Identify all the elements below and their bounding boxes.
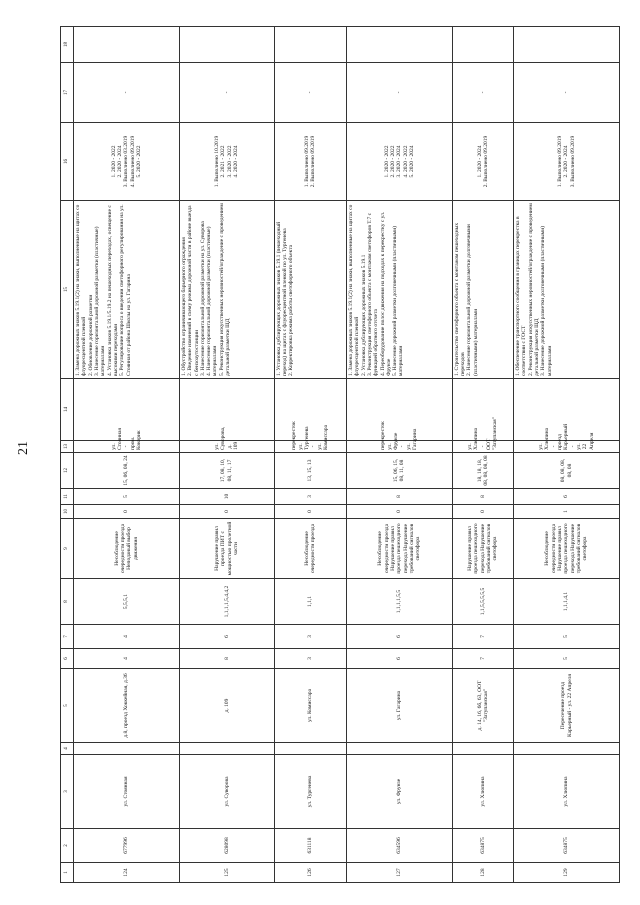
table-row: [452, 27, 513, 883]
table-cell: 5: [514, 649, 620, 669]
table-cell: [74, 27, 180, 63]
table-cell: [452, 379, 513, 441]
column-header: 4: [61, 743, 74, 755]
table-cell: ул. Стоянная - пром. Кокорик: [74, 441, 180, 453]
table-cell: 1: [514, 505, 620, 519]
table-cell: 1. Замена дорожных знаков 5.19.1(2) на знаки, выполненные на щитах со флуоресцентной пленкой 2. Обновление дорожной разметки 3. Нанесение горизонтальной дорожной разметки (пластичные) материалами 4. Установка знаков 5.19.1/5.19.2 на пешеходных переходах, освещение с высокими переходами 5. Регулирование вопроса о введении светофорного регулирования на ул. Стоянная от района Школы на ул. Гагарина: [74, 201, 180, 379]
table-cell: 6: [346, 625, 452, 649]
table-cell: 1. Замена дорожных знаков 5.19.1(2) на знаки, выполненные на щитах со флуоресцентной пленкой 2. Установка дублирующих дорожных знаков 5.19.1 3. Реконструкция светофорного объекта с монтажом светофоров Т.7 с функцией обратного отсчета 4. Переоборудование полос движения на подходах к перекрестку с ул. Фрунзе 5. Нанесение дорожной разметки долговечными (пластичными) материалами: [346, 201, 452, 379]
table-cell: -: [514, 63, 620, 123]
table-cell: д. 14, 16, 6б, 63, ООТ "Затупанская": [452, 669, 513, 743]
table-cell: 3: [274, 625, 346, 649]
table-cell: -: [274, 63, 346, 123]
header-row: [61, 27, 74, 883]
table-row: [74, 27, 180, 883]
column-header: 7: [61, 625, 74, 649]
table-cell: перекресток ул. Тургенева - ул. Комиссара: [274, 441, 346, 453]
table-cell: 17, 08, 10, 08, 11, 17: [179, 453, 274, 489]
table-cell: 13, 15, 13: [274, 453, 346, 489]
table-cell: Нарушение правил проезда ПИТ с мощностью пролетной части: [179, 519, 274, 579]
table-cell: [274, 27, 346, 63]
table-cell: 0: [74, 505, 180, 519]
table-cell: 15, 06, 15, 08, 11, 08: [346, 453, 452, 489]
table-cell: 5: [74, 489, 180, 505]
table-cell: д.8, проезд Хоккейная, д.36: [74, 669, 180, 743]
column-header: 16: [61, 123, 74, 201]
table-cell: ул. Суворова: [179, 755, 274, 829]
column-header: 12: [61, 453, 74, 489]
table-row: [179, 27, 274, 883]
rotated-page: [40, 0, 640, 905]
table-cell: -: [452, 63, 513, 123]
table-cell: 6: [346, 649, 452, 669]
table-cell: Нарушение правил проезда пешеходного перехода Нарушение требований сигналов светофора: [452, 519, 513, 579]
table-cell: 129: [514, 863, 620, 883]
table-cell: 127: [346, 863, 452, 883]
table-cell: Несоблюдение очередности проезда Нарушение правил проезда пешеходного перехода Нарушение требований сигналов светофора: [514, 519, 620, 579]
table-cell: 1. Выполнено 10.2019 2. 2021 - 2022 3. 2020 - 2022 4. 2020 - 2024: [179, 123, 274, 201]
column-header: 11: [61, 489, 74, 505]
column-header: 6: [61, 649, 74, 669]
table-cell: [74, 743, 180, 755]
table-cell: ул. Гагарина: [346, 669, 452, 743]
table-cell: 128: [452, 863, 513, 883]
table-cell: [74, 379, 180, 441]
table-cell: Несоблюдение очередности проезда Неподаный выбор движения: [74, 519, 180, 579]
table-cell: -: [346, 63, 452, 123]
table-cell: 628098: [179, 829, 274, 863]
table-cell: [346, 379, 452, 441]
table-cell: -: [179, 63, 274, 123]
table-cell: 0: [179, 505, 274, 519]
table-cell: 3: [274, 649, 346, 669]
table-cell: ул. Хлюпина - ООТ "Затупанская": [452, 441, 513, 453]
table-cell: 126: [274, 863, 346, 883]
table-cell: [274, 743, 346, 755]
table-cell: 7: [452, 649, 513, 669]
table-cell: 1. 2020 - 2022 2. 2020 - 2024 3. Выполнено 03.2019 4. Выполнено 09.2019 5. 2020 - 2022: [74, 123, 180, 201]
table-cell: Несоблюдение очередности проезда: [274, 519, 346, 579]
table-cell: 0: [452, 505, 513, 519]
table-cell: 5: [514, 625, 620, 649]
table-cell: 8: [452, 489, 513, 505]
table-cell: 3: [274, 489, 346, 505]
table-cell: [452, 27, 513, 63]
table-cell: 1,1,5,5,5,5,5: [452, 579, 513, 625]
table-cell: [452, 743, 513, 755]
column-header: 2: [61, 829, 74, 863]
table-cell: 6: [179, 625, 274, 649]
table-cell: 4: [74, 625, 180, 649]
column-header: 10: [61, 505, 74, 519]
table-cell: ул. Хлюпина: [514, 755, 620, 829]
table-cell: 634875: [452, 829, 513, 863]
table-cell: 7: [452, 625, 513, 649]
column-header: 17: [61, 63, 74, 123]
table-cell: ул. Комиссара: [274, 669, 346, 743]
table-cell: ул. Суворова, д. 109: [179, 441, 274, 453]
table-cell: ул. Фрунзе: [346, 755, 452, 829]
table-cell: 634875: [514, 829, 620, 863]
data-table: [60, 26, 620, 883]
table-cell: [346, 743, 452, 755]
table-cell: 1. Выполнено 09.2019 2. 2020 - 2024 3. Выполнено 09.2019: [514, 123, 620, 201]
table-cell: Несоблюдение очередности проезда Нарушение правил проезда пешеходного перехода Нарушение требований сигналов светофора: [346, 519, 452, 579]
table-cell: [179, 743, 274, 755]
table-cell: ул. Хлюпина: [452, 755, 513, 829]
table-cell: 1. Строительство светофорного объекта с монтажом пешеходных переходов 2. Нанесение горизонтальной дорожной разметки долговечными (пластичными) материалами: [452, 201, 513, 379]
table-cell: 1,1,1: [274, 579, 346, 625]
table-cell: -: [74, 63, 180, 123]
table-cell: 1. Выполнено 09.2019 2. Выполнено 09.2019: [274, 123, 346, 201]
table-cell: [274, 379, 346, 441]
table-cell: 08, 08, 08, 08, 08: [514, 453, 620, 489]
table-row: [514, 27, 620, 883]
table-cell: ул. Стоянная: [74, 755, 180, 829]
table-cell: 1. Установка дублирующих дорожных знаков 5.19.1 (пешеходный переход) на щитах с флуоресцентной пленкой по ул. Тургенева 2. Корректировка режима работы светофорного объекта: [274, 201, 346, 379]
table-cell: Пересечение проезд Карьерный - ул. 22 Апреля: [514, 669, 620, 743]
column-header: 3: [61, 755, 74, 829]
table-cell: [514, 743, 620, 755]
table-row: [346, 27, 452, 883]
table-cell: 15, 06, 08, 24: [74, 453, 180, 489]
table-cell: [179, 27, 274, 63]
table-cell: 0: [274, 505, 346, 519]
column-header: 18: [61, 27, 74, 63]
table-cell: 124: [74, 863, 180, 883]
table-cell: 4: [74, 649, 180, 669]
column-header: 13: [61, 441, 74, 453]
column-header: 14: [61, 379, 74, 441]
table-cell: 8: [346, 489, 452, 505]
table-cell: 0: [346, 505, 452, 519]
column-header: 1: [61, 863, 74, 883]
column-header: 8: [61, 579, 74, 625]
table-cell: 1,1,1,1,5,5: [346, 579, 452, 625]
table-cell: [346, 27, 452, 63]
table-cell: 18, 18, 18, 08, 08, 08, 08: [452, 453, 513, 489]
table-cell: 631118: [274, 829, 346, 863]
table-cell: 10: [179, 489, 274, 505]
table-cell: 1. Обустройство ограничивающего барьерного ограждения 2. Введение изменений в схему режима дорожной части в районе выезда с бензоаутостанции 3. Нанесение горизонтальной дорожной разметки на ул. Суворова 4. Нанесение горизонтальной дорожной разметки (пластичные) материалами 5. Реконструкция искусственных неровностей/ограждение с проведением детальной разметки ЩД: [179, 201, 274, 379]
page-number: 21: [16, 441, 31, 455]
table-cell: 1,1,1,1,5,4,4,2: [179, 579, 274, 625]
table-cell: ул. Хлюпина - проезд Карьерный - ул. 22 Апреля: [514, 441, 620, 453]
table-cell: 6: [514, 489, 620, 505]
table-row: [274, 27, 346, 883]
table-cell: [179, 379, 274, 441]
table-cell: 1. 2020 - 2022 2. 2020 - 2022 3. 2020 - 2024 4. 2020 - 2022 5. 2020 - 2024: [346, 123, 452, 201]
table-cell: д. 109: [179, 669, 274, 743]
table-cell: 8: [179, 649, 274, 669]
table-cell: 1,1,1,4,1: [514, 579, 620, 625]
table-cell: ул. Тургенева: [274, 755, 346, 829]
table-cell: 125: [179, 863, 274, 883]
column-header: 5: [61, 669, 74, 743]
column-header: 9: [61, 519, 74, 579]
table-cell: [514, 27, 620, 63]
table-cell: 634596: [346, 829, 452, 863]
table-cell: 5,5,5,1: [74, 579, 180, 625]
table-cell: 1. 2020 - 2024 2. Выполнено 09.2019: [452, 123, 513, 201]
table-cell: 1. Обеспечение транспортного сообщения в границах перекрестка в соответствии с ГОСТ 2. Реконструкция искусственных неровностей/ограждение с проведением детальной разметки ЩД 3. Нанесение дорожной разметки долговечными (пластичными) материалами: [514, 201, 620, 379]
column-header: 15: [61, 201, 74, 379]
table-cell: 677996: [74, 829, 180, 863]
table-cell: перекресток ул. Фрунзе - ул. Гагарина: [346, 441, 452, 453]
